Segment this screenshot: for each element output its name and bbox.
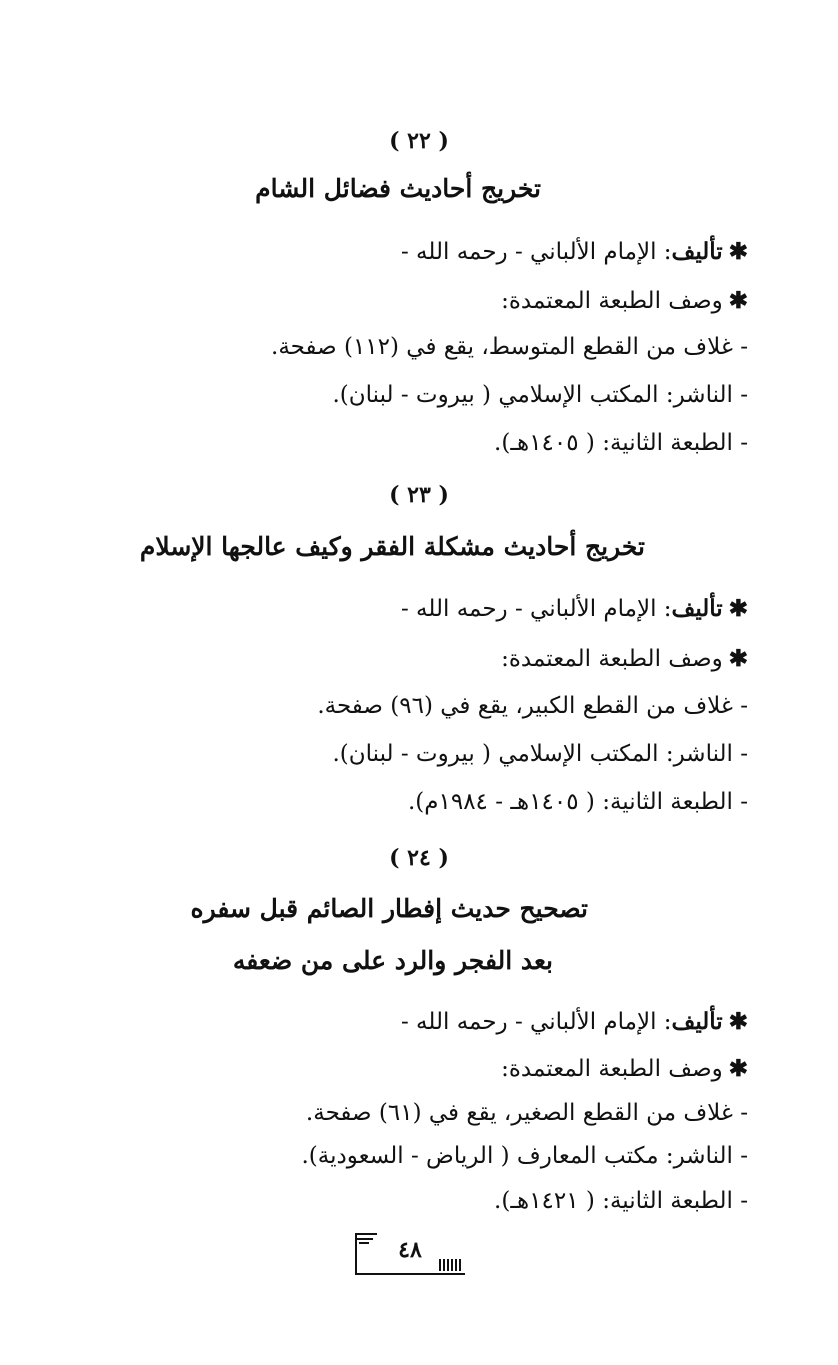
cover-line: - غلاف من القطع الكبير، يقع في (٩٦) صفحة. xyxy=(317,693,748,719)
star-icon: ✱ xyxy=(728,1055,748,1082)
author-line xyxy=(401,1008,748,1035)
author-text: : الإمام الألباني - رحمه الله - xyxy=(400,1009,672,1035)
edition-header: وصف الطبعة المعتمدة: xyxy=(501,288,723,314)
publisher-line: - الناشر: المكتب الإسلامي ( بيروت - لبنان). xyxy=(332,382,748,408)
entry-title: تخريج أحاديث مشكلة الفقر وكيف عالجها الإسلام xyxy=(139,532,645,561)
star-icon: ✱ xyxy=(728,1008,748,1035)
author-text: : الإمام الألباني - رحمه الله - xyxy=(400,239,672,265)
page-number-frame xyxy=(355,1233,465,1275)
entry-number: ( ٢٤ ) xyxy=(389,845,449,871)
author-line xyxy=(401,595,748,622)
entry-title-line-2: بعد الفجر والرد على من ضعفه xyxy=(232,946,553,975)
edition-header: وصف الطبعة المعتمدة: xyxy=(501,1056,723,1082)
page-number: ٤٨ xyxy=(398,1237,422,1263)
edition-header-line xyxy=(501,645,748,672)
author-text: : الإمام الألباني - رحمه الله - xyxy=(400,596,672,622)
corner-ornament-icon xyxy=(439,1259,463,1271)
star-icon: ✱ xyxy=(728,595,748,622)
edition-header-line xyxy=(501,1055,748,1082)
entry-title: تخريج أحاديث فضائل الشام xyxy=(255,174,541,203)
edition-line: - الطبعة الثانية: ( ١٤٠٥هـ). xyxy=(494,430,748,456)
corner-ornament-icon xyxy=(355,1233,377,1247)
edition-line: - الطبعة الثانية: ( ١٤٢١هـ). xyxy=(494,1188,748,1214)
edition-header-line xyxy=(501,287,748,314)
author-label: تأليف xyxy=(671,1008,723,1035)
entry-title: تصحيح حديث إفطار الصائم قبل سفره xyxy=(190,894,588,923)
cover-line: - غلاف من القطع المتوسط، يقع في (١١٢) صفحة. xyxy=(271,334,748,360)
cover-line: - غلاف من القطع الصغير، يقع في (٦١) صفحة. xyxy=(305,1100,748,1126)
author-line xyxy=(401,238,748,265)
edition-line: - الطبعة الثانية: ( ١٤٠٥هـ - ١٩٨٤م). xyxy=(407,789,748,815)
star-icon: ✱ xyxy=(728,645,748,672)
publisher-line: - الناشر: مكتب المعارف ( الرياض - السعودية). xyxy=(301,1143,748,1169)
star-icon: ✱ xyxy=(728,238,748,265)
entry-number: ( ٢٢ ) xyxy=(389,128,449,154)
entry-number: ( ٢٣ ) xyxy=(389,482,449,508)
publisher-line: - الناشر: المكتب الإسلامي ( بيروت - لبنان). xyxy=(332,741,748,767)
star-icon: ✱ xyxy=(728,287,748,314)
author-label: تأليف xyxy=(671,238,723,265)
edition-header: وصف الطبعة المعتمدة: xyxy=(501,646,723,672)
author-label: تأليف xyxy=(671,595,723,622)
